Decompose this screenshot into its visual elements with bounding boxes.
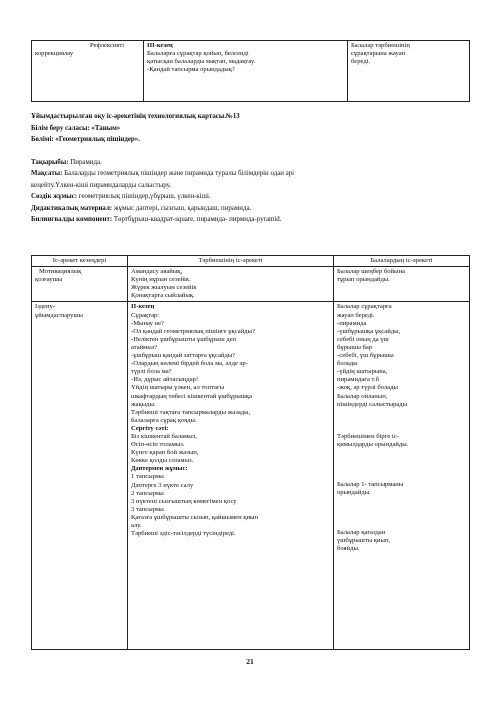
text-line: Балалар сұрақтарға	[337, 303, 392, 311]
text-line: қозғаушы	[35, 276, 63, 284]
goal-text: Балаларды геометриялық пішіндер және пирамида туралы білімдерін одан әрі	[62, 170, 295, 177]
materials-row	[31, 203, 471, 215]
text-line: Тәрбиешімен бірге іс-	[337, 432, 399, 440]
text-line: -Иә, дұрыс айтасыңдар!	[131, 376, 199, 384]
text-line: -Неліктен ұшбұрышты ұшбұрыш деп	[131, 335, 237, 343]
text-line: Балалар шеңбер бойына	[337, 268, 405, 276]
section-value: «Геометриялық пішіндер».	[55, 136, 140, 143]
text-line: орындайды.	[337, 488, 371, 496]
text-line: Дәптерге 3 нүкте салу	[131, 481, 194, 489]
lesson-info	[31, 111, 471, 226]
text-line: болады	[337, 360, 358, 368]
goal-text: кеңейту.Үлкен-кіші пирамидаларды салыстыру.	[31, 181, 172, 189]
text-line: Біз кішкентай баламыз,	[131, 432, 197, 440]
text-line: Рефлексивті	[90, 42, 125, 49]
bilingual-label: Билингвалды компонент:	[31, 216, 113, 223]
text-line: ұйымдастырушы	[35, 311, 83, 319]
text-line: Үйдің шатыры үлкен, ал топтағы	[131, 384, 225, 392]
text-line: қатысқан балаларды мақтап, мадақтау.	[147, 58, 256, 66]
text-line: коррекциялау	[35, 50, 74, 58]
area-label: Білім беру саласы:	[31, 124, 90, 132]
stage-cell	[32, 41, 144, 102]
stage-heading: II-кезең	[131, 303, 155, 311]
text-line: Күнің нұрын сезейік.	[131, 276, 191, 284]
table-row	[32, 41, 470, 102]
main-table	[31, 255, 470, 650]
text-line: алу.	[131, 522, 142, 529]
text-line: тұрып орындайды.	[337, 276, 390, 284]
lesson-title: Ұйымдастырылған оқу іс-әрекетінің технологиялық картасы.№13	[31, 113, 240, 120]
text-line: Сұрақтар:	[131, 311, 160, 319]
text-line: -пирамида	[337, 319, 367, 327]
text-line: -Олардың көлемі бірдей бола ма, әлде әр-	[131, 360, 248, 368]
text-line: бұрышы бар	[337, 343, 373, 351]
topic-label: Тақырыбы:	[31, 158, 69, 166]
topic-value: Пирамида.	[70, 158, 102, 166]
text-line: пирамидаға т.б	[337, 376, 379, 384]
vocab-value: геометриялық пішіндер,үбұрыш, үлкен-кіші.	[77, 193, 211, 200]
vocab-label: Сөздік жұмыс:	[31, 193, 78, 200]
column-header: Іс-әрекет кезеңдері	[32, 256, 128, 267]
section-label: Бөлімі:	[31, 136, 54, 143]
text-line: -Мынау не?	[131, 319, 164, 327]
text-line: Балалар 1- тапсырманы	[337, 480, 404, 488]
text-line: Балалар тәрбиешінің	[351, 42, 410, 49]
text-line: Балаларға сұрақтар қойып, белсенді	[147, 50, 249, 58]
text-line: -ұшбұрыш қандай заттарға ұқсайды?	[131, 352, 236, 360]
vocab-row	[31, 191, 471, 203]
table-row	[32, 267, 470, 302]
text-line: Күнге қарап бой жазып,	[131, 449, 199, 457]
text-line: Тәрбиеші тақтаға тапсырмаларды жазады,	[131, 408, 251, 416]
text-line: 3 нүктені сызғыштың көмегімен қосу	[131, 497, 237, 505]
text-line: үшбұрышты қиып,	[337, 537, 391, 545]
text-line: Қонақтарға сыйлайық.	[131, 292, 195, 300]
text-line: пішіндерді салыстырады	[337, 400, 408, 408]
warmup-heading: Сергіту сәті:	[131, 424, 169, 432]
text-line: Балалар ойланып,	[337, 392, 388, 400]
text-line: 3 тапсырма:	[131, 505, 165, 513]
text-line: -үшбұрышқа ұқсайды,	[337, 327, 401, 335]
children-cell	[334, 302, 470, 650]
text-line: жақыды.	[131, 400, 156, 408]
goal-label: Мақсаты:	[31, 170, 63, 177]
children-cell	[348, 41, 470, 102]
goal-row	[31, 168, 471, 180]
stage-cell	[32, 267, 128, 302]
text-line: сұрақтарына жауап	[351, 50, 406, 58]
column-header: Балалардың іс-әрекеті	[334, 256, 470, 267]
text-line: себебі оның да үш	[337, 335, 389, 343]
stage-cell	[32, 302, 128, 650]
text-line: Іздену-	[35, 303, 55, 311]
notebook-heading: Дәптермен жұмыс:	[131, 465, 188, 473]
text-line: Қағазға ұшбұрышты сызып, қайшымен қиып	[131, 513, 258, 521]
materials-value: жұмыс дәптері, сызғыш, қарындаш, пирамида.	[112, 204, 252, 212]
area-value: «Таным»	[91, 124, 121, 132]
teacher-cell	[144, 41, 348, 102]
text-line: Өсіп-өсіп толамыз.	[131, 441, 185, 449]
bilingual-row	[31, 214, 471, 226]
text-line: шкафтардың төбесі кішкентай ұшбұрышқа	[131, 392, 253, 400]
header-row	[32, 256, 470, 267]
text-line: -Қандай тапсырма орындадық?	[147, 66, 235, 74]
area-row	[31, 123, 471, 135]
text-line: Балалар қағаздан	[337, 529, 386, 537]
section-row	[31, 134, 471, 146]
text-line: Амандасу аяайық,	[131, 268, 183, 276]
text-line: 1 тапсырма:	[131, 473, 165, 481]
text-line: -үйдің шатырына,	[337, 368, 388, 376]
materials-label: Дидактикалық материал:	[31, 204, 113, 212]
teacher-cell	[128, 302, 334, 650]
column-header: Тәрбиешінің іс-әрекеті	[128, 256, 334, 267]
text-line: -жоқ, әр түрлі болады	[337, 384, 398, 392]
text-line: бояйды.	[337, 545, 360, 553]
top-table	[31, 40, 470, 102]
text-line: түрлі бола ма?	[131, 368, 172, 376]
children-cell	[334, 267, 470, 302]
text-line: Көкке қолды созамыз.	[131, 457, 194, 465]
text-line: атаймыз?	[131, 343, 158, 351]
text-line: -Ол қандай геометриялық пішінге ұқсайды?	[131, 327, 255, 335]
teacher-cell	[128, 267, 334, 302]
text-line: балаларға сұрақ қояды.	[131, 416, 197, 424]
text-line: -себебі, үш бұрышы	[337, 352, 394, 360]
table-row	[32, 302, 470, 650]
text-line: береді.	[351, 58, 371, 66]
text-line: қимылдарды орындайды.	[337, 440, 409, 448]
page-number: 21	[246, 657, 254, 666]
text-line: Мотивациялық	[39, 268, 82, 276]
bilingual-value: Төртбұрыш-квадрат-square, пирамида- пирмида-pyramid.	[112, 216, 282, 223]
text-line: жауап береді.	[337, 311, 375, 319]
topic-row	[31, 157, 471, 169]
stage-heading: III-кезең	[147, 42, 173, 49]
text-line: Тәрбиеші әдіс-тәсілдерді түсіндіреді.	[131, 530, 236, 538]
text-line: Жүрек жылуын сезейік	[131, 284, 197, 292]
text-line: 2 тапсырма:	[131, 489, 165, 497]
